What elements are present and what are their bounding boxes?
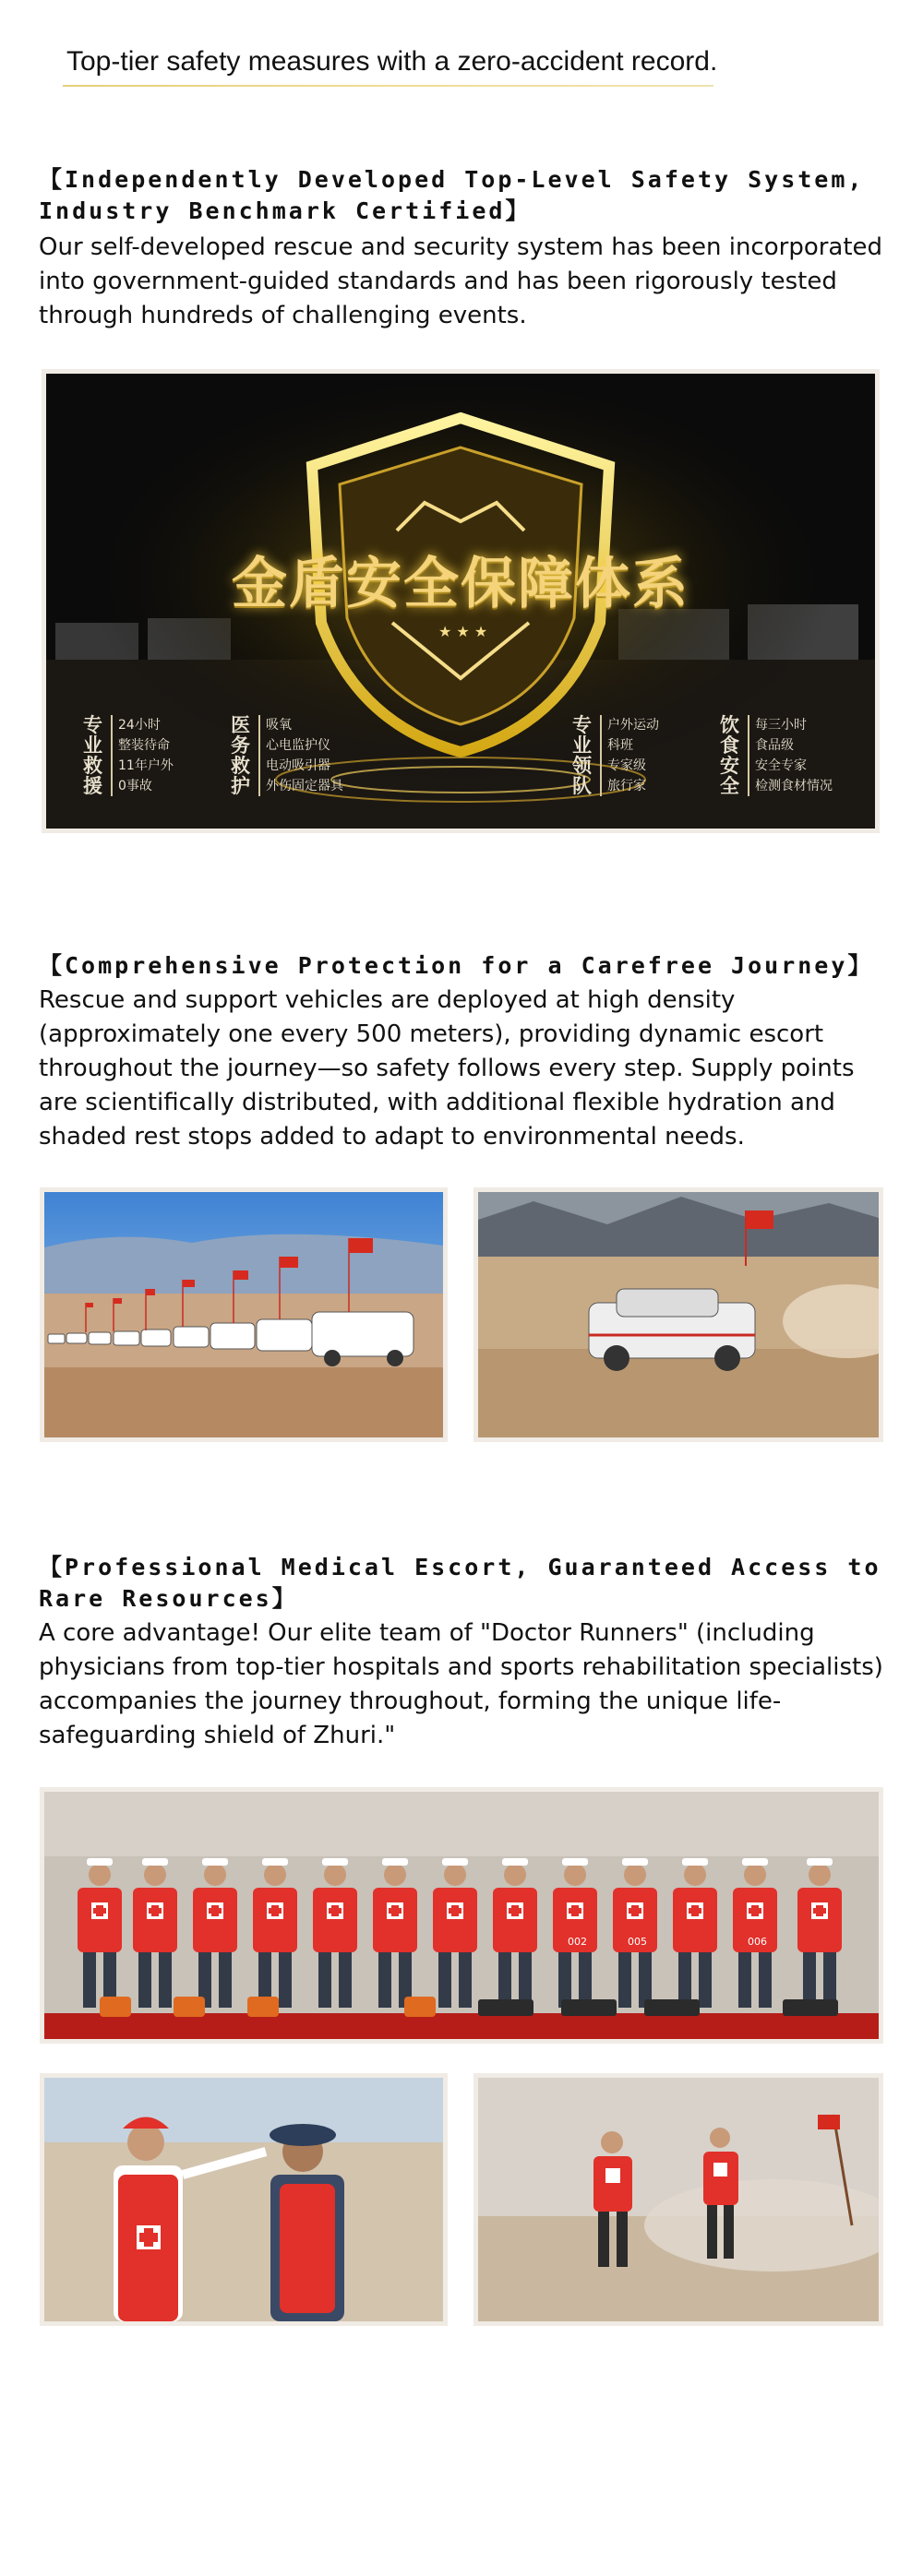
runners-photo [478,2078,879,2321]
convoy-photo [44,1192,443,1437]
feature-medical-label: 医务救护 [231,714,250,797]
feature-leader-item: 科班 [607,738,633,753]
feature-medical-item: 电动吸引器 [266,758,330,773]
section-2-body: Rescue and support vehicles are deployed at high density (approximately one every 500 meters), providing dynamic escort throughout the journey—so safety follows every step. Supply points are scientifically distributed, with additional flexible hydration and shaded rest stops added to adapt to environmental needs. [39,986,855,1151]
feature-leader-item: 户外运动 [607,718,659,733]
medical-team-photo [44,1792,879,2039]
section-1-title: 【Independently Developed Top-Level Safety System, Industry Benchmark Certified】 [39,166,865,224]
bib-number: 005 [628,1936,647,1948]
feature-leader [572,715,659,796]
feature-medical [231,715,343,796]
section-1-body: Our self-developed rescue and security system has been incorporated into government-guided standards and has been rigorously tested through hundreds of challenging events. [39,233,883,329]
banner-title: 金盾安全保障体系 [232,552,689,616]
feature-rescue-label: 专业救援 [83,714,102,797]
feature-leader-item: 专家级 [607,758,646,773]
feature-food-item: 检测食材情况 [755,779,833,793]
feature-rescue-item: 11年户外 [118,758,174,773]
desert-vehicle-photo [478,1192,879,1437]
feature-food-item: 安全专家 [755,758,807,773]
svg-text:★ ★ ★: ★ ★ ★ [438,623,488,640]
feature-medical-item: 外伤固定器具 [266,779,343,793]
headline-underline [63,85,713,87]
feature-rescue-item: 0事故 [118,779,152,793]
headline: Top-tier safety measures with a zero-accident record. [66,46,718,77]
section-2-title: 【Comprehensive Protection for a Carefree Journey】 [39,952,874,979]
bib-number: 002 [568,1936,587,1948]
feature-rescue-item: 24小时 [118,718,161,733]
feature-food-label: 饮食安全 [720,714,739,797]
feature-food [720,715,833,796]
feature-medical-item: 吸氧 [266,718,292,733]
feature-rescue [83,715,174,796]
section-3-title: 【Professional Medical Escort, Guaranteed Access to Rare Resources】 [39,1554,881,1612]
feature-medical-item: 心电监护仪 [266,738,330,753]
safety-system-banner [46,374,875,829]
volunteer-photo [44,2078,443,2321]
feature-leader-item: 旅行家 [607,779,646,793]
feature-food-item: 食品级 [755,738,794,753]
feature-rescue-item: 整装待命 [118,738,170,753]
bib-number: 006 [748,1936,767,1948]
feature-leader-label: 专业领队 [572,714,592,797]
section-3-body: A core advantage! Our elite team of "Doctor Runners" (including physicians from top-tier hospitals and sports rehabilitation specialists) accompanies the journey throughout, forming the unique life-safeguarding shield of Zhuri." [39,1619,883,1749]
feature-food-item: 每三小时 [755,718,807,733]
